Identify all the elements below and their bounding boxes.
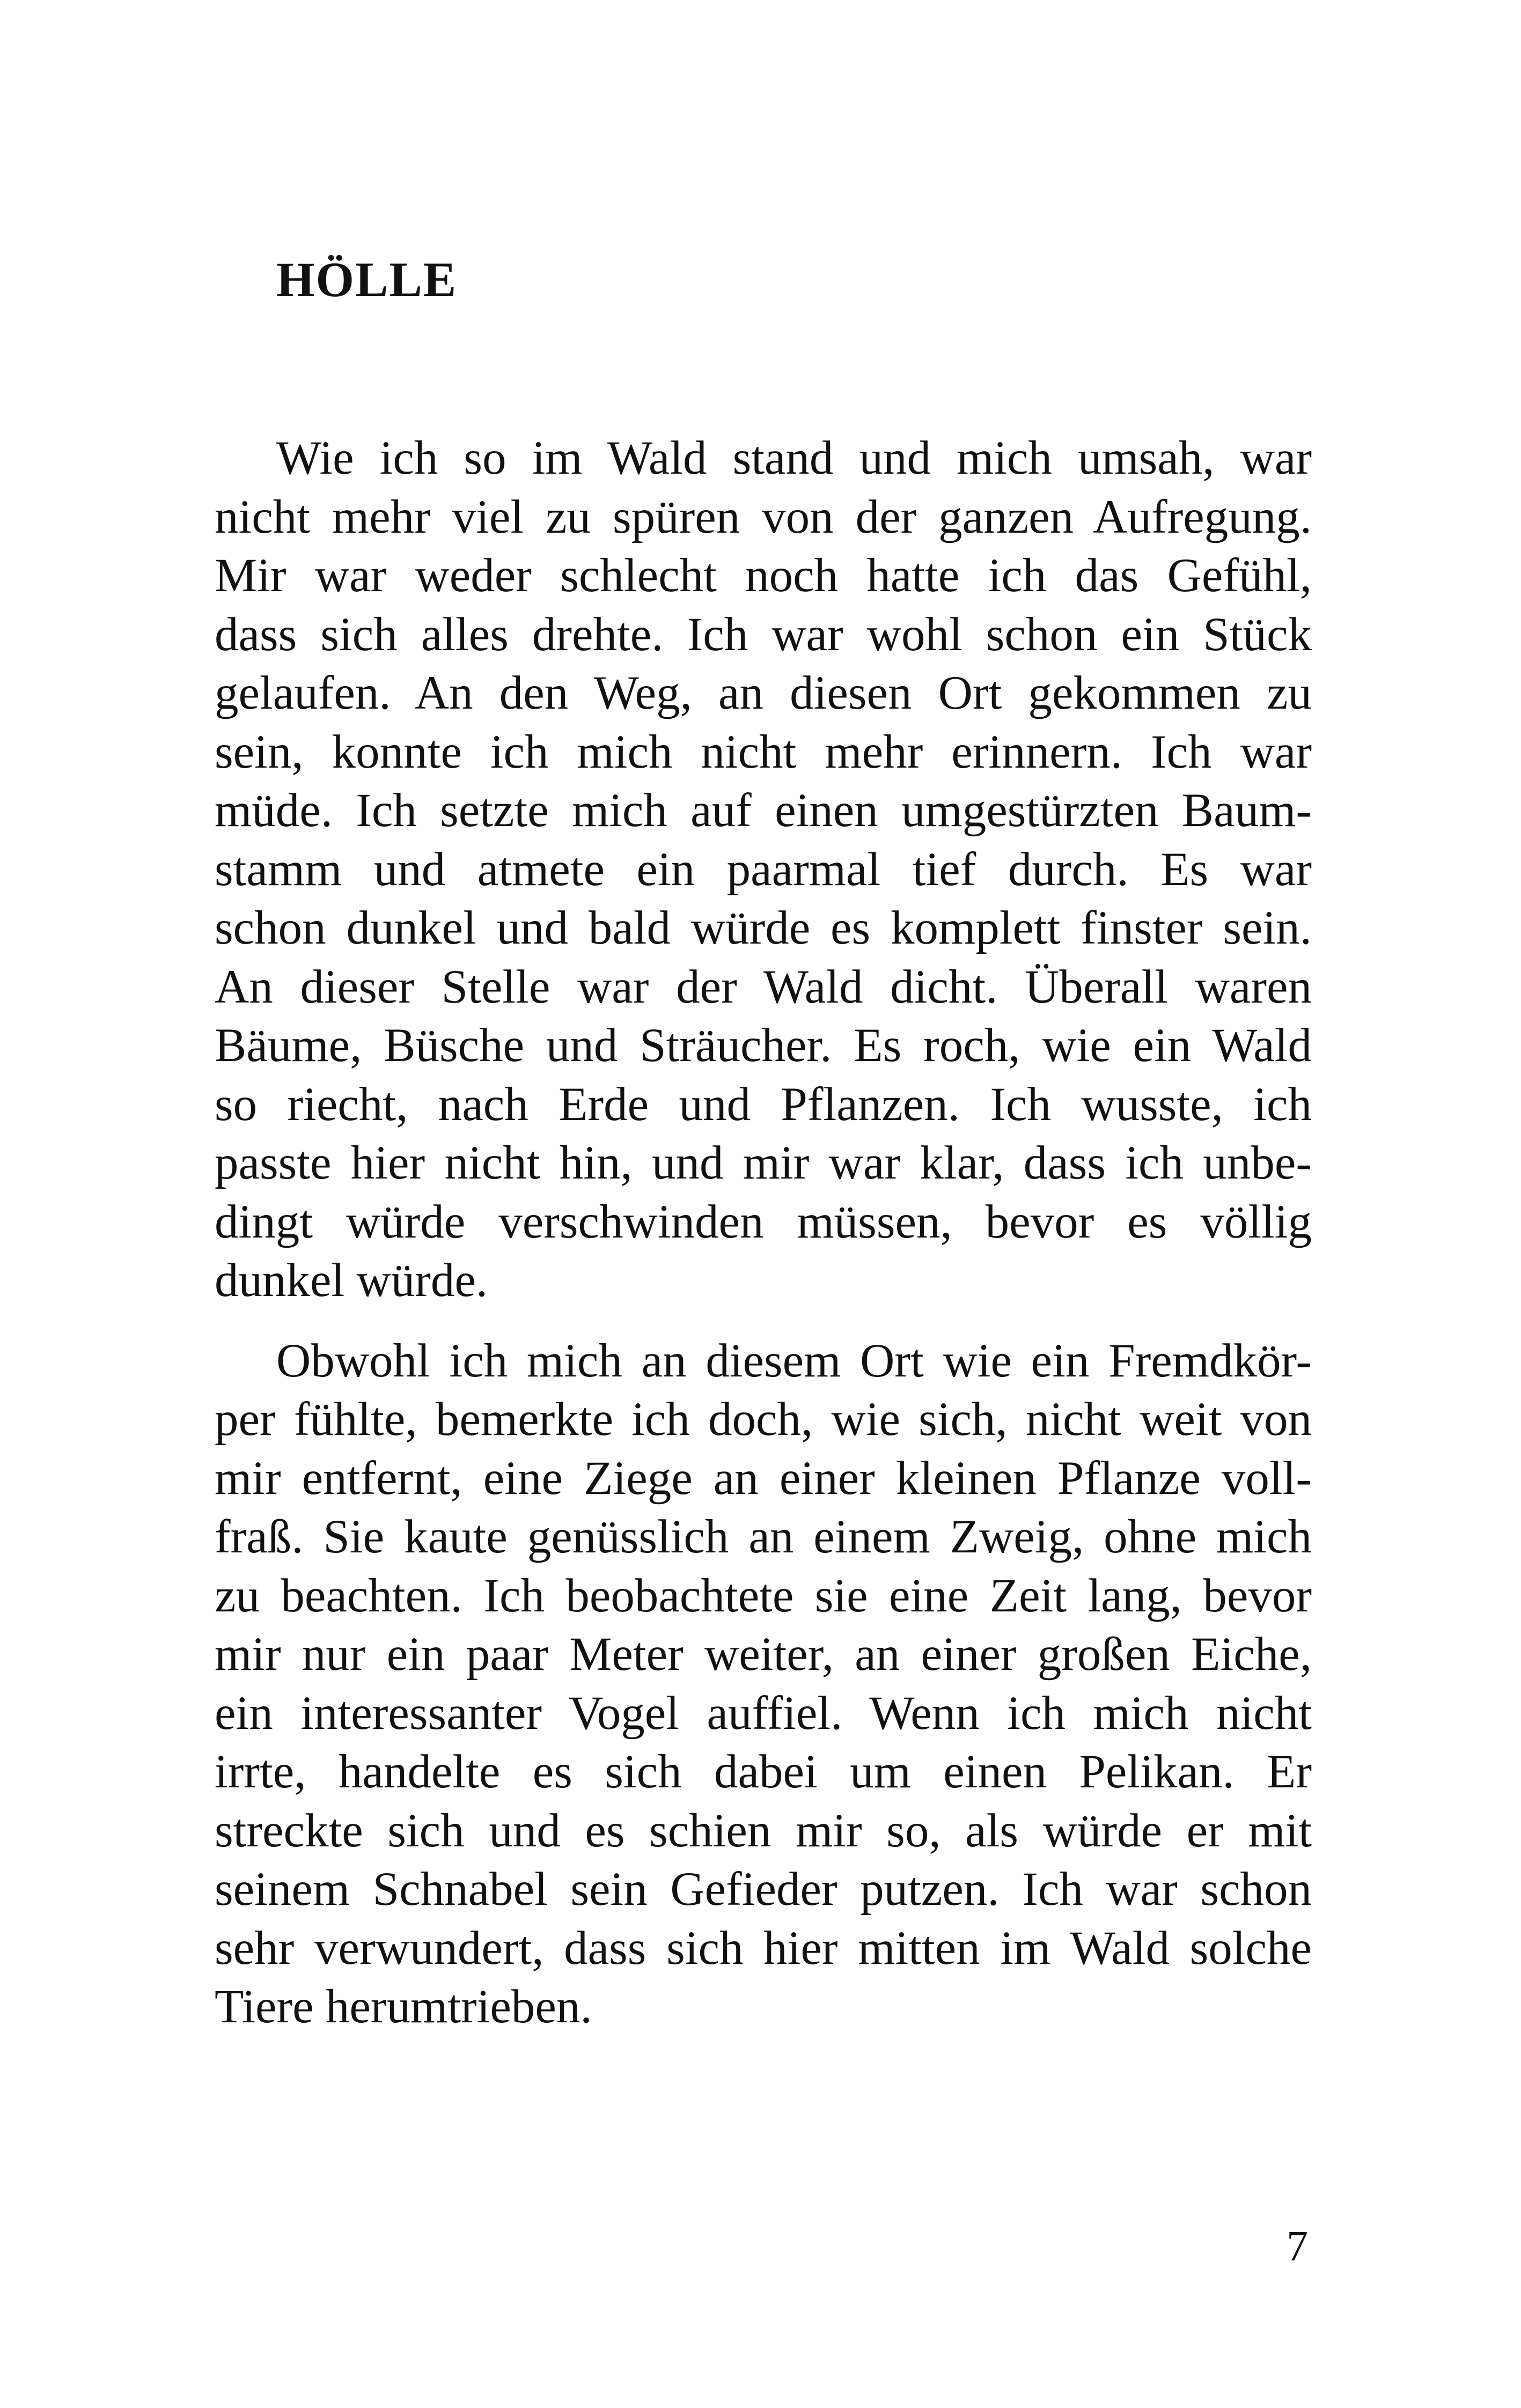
text-line: Mir war weder schlecht noch hatte ich das Gefühl, <box>215 549 1312 602</box>
text-line: fraß. Sie kaute genüsslich an einem Zweig, ohne mich <box>215 1511 1312 1563</box>
text-line: per fühlte, bemerkte ich doch, wie sich, nicht weit von <box>215 1393 1312 1446</box>
text-line: schon dunkel und bald würde es komplett finster sein. <box>215 902 1312 954</box>
text-line: sein, konnte ich mich nicht mehr erinnern. Ich war <box>215 725 1312 778</box>
text-line: An dieser Stelle war der Wald dicht. Überall waren <box>215 960 1312 1013</box>
page-number: 7 <box>1287 2223 1308 2270</box>
text-line: Wie ich so im Wald stand und mich umsah, war <box>276 432 1312 484</box>
text-line: streckte sich und es schien mir so, als würde er mit <box>215 1804 1312 1857</box>
text-line: nicht mehr viel zu spüren von der ganzen Aufregung. <box>215 490 1312 543</box>
text-line: zu beachten. Ich beobachtete sie eine Zeit lang, bevor <box>215 1569 1312 1622</box>
text-line: passte hier nicht hin, und mir war klar, dass ich unbe- <box>215 1137 1312 1189</box>
paragraph-1 <box>215 429 1312 1310</box>
text-line: dingt würde verschwinden müssen, bevor es völlig <box>215 1195 1312 1248</box>
body-text <box>215 429 1312 2037</box>
text-line: gelaufen. An den Weg, an diesen Ort gekommen zu <box>215 667 1312 719</box>
text-line: sehr verwundert, dass sich hier mitten im Wald solche <box>215 1921 1312 1975</box>
text-line: müde. Ich setzte mich auf einen umgestürzten Baum- <box>215 784 1312 837</box>
chapter-title: HÖLLE <box>276 252 458 307</box>
text-line: Obwohl ich mich an diesem Ort wie ein Fremdkör- <box>276 1334 1312 1387</box>
text-line: dass sich alles drehte. Ich war wohl schon ein Stück <box>215 608 1312 661</box>
text-line: Bäume, Büsche und Sträucher. Es roch, wie ein Wald <box>215 1019 1312 1072</box>
text-line: ein interessanter Vogel auffiel. Wenn ich mich nicht <box>215 1687 1312 1740</box>
text-line: mir nur ein paar Meter weiter, an einer großen Eiche, <box>215 1628 1312 1681</box>
paragraph-2 <box>215 1332 1312 2037</box>
text-line: seinem Schnabel sein Gefieder putzen. Ich war schon <box>215 1863 1312 1916</box>
text-line: mir entfernt, eine Ziege an einer kleinen Pflanze voll- <box>215 1452 1312 1505</box>
text-line: Tiere herumtrieben. <box>215 1980 592 2033</box>
text-line: dunkel würde. <box>215 1254 488 1307</box>
paragraph-spacer <box>215 1310 1312 1332</box>
text-line: so riecht, nach Erde und Pflanzen. Ich wusste, ich <box>215 1078 1312 1131</box>
text-line: irrte, handelte es sich dabei um einen Pelikan. Er <box>215 1746 1312 1798</box>
text-line: stamm und atmete ein paarmal tief durch. Es war <box>215 843 1312 896</box>
